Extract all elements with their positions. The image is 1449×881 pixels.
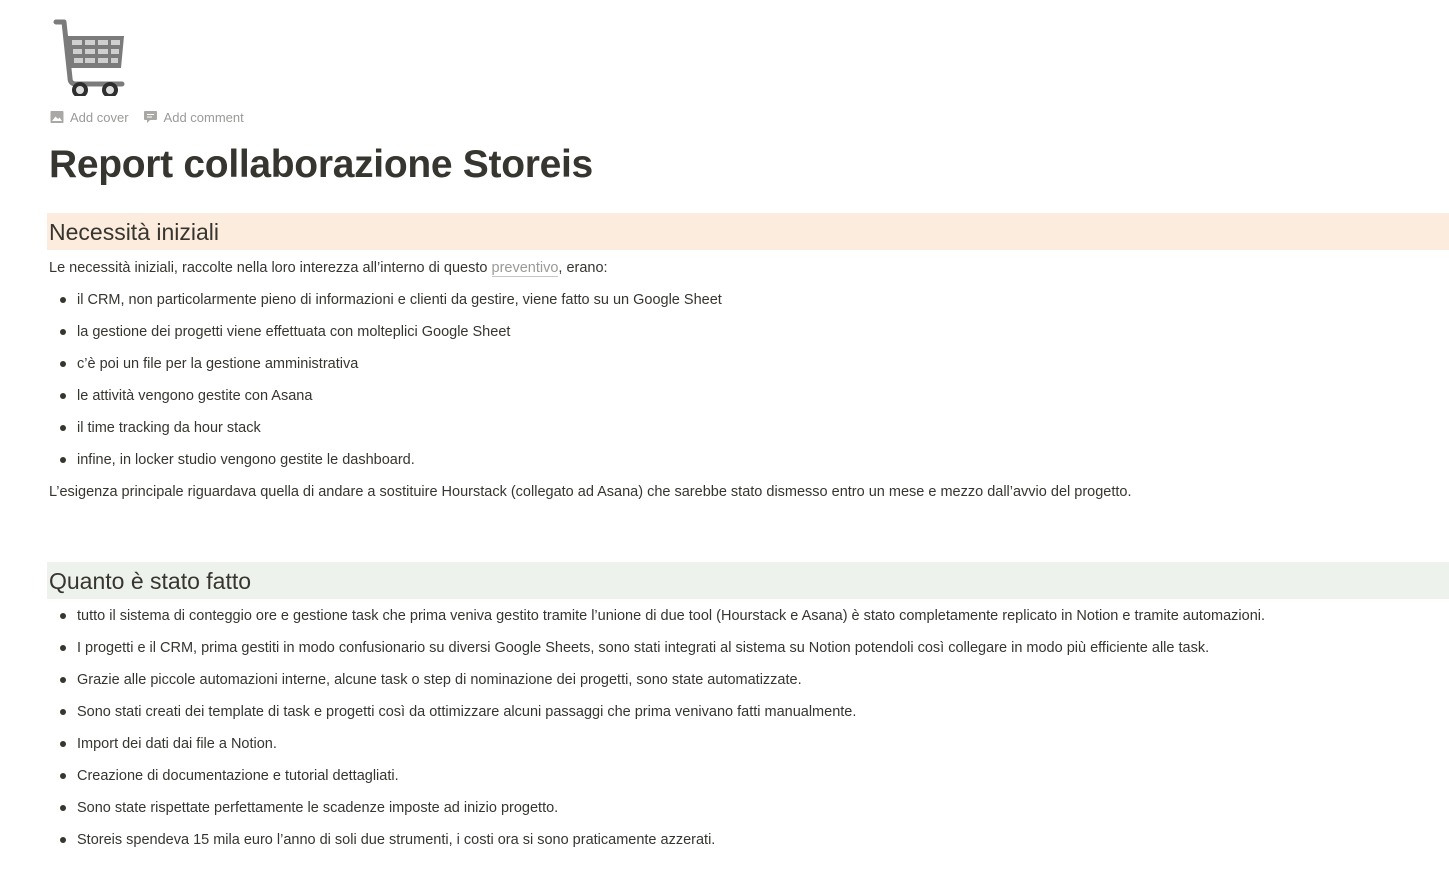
add-comment-label: Add comment <box>163 109 244 125</box>
image-icon <box>50 110 64 124</box>
list-item-text: le attività vengono gestite con Asana <box>77 388 313 404</box>
bullet-icon <box>60 393 66 399</box>
list-item-text: la gestione dei progetti viene effettuata con molteplici Google Sheet <box>77 324 511 340</box>
bullet-icon <box>60 837 66 843</box>
bullet-icon <box>60 709 66 715</box>
list-item-text: tutto il sistema di conteggio ore e gestione task che prima veniva gestito tramite l’unione di due tool (Hourstack e Asana) è stato completamente replicato in Notion e tramite automazioni. <box>77 608 1266 624</box>
bullet-icon <box>60 329 66 335</box>
achievements-list <box>49 606 1265 862</box>
add-comment-button[interactable] <box>143 108 244 126</box>
heading-quanto-e-stato-fatto[interactable]: Quanto è stato fatto <box>47 562 1449 599</box>
bullet-icon <box>60 425 66 431</box>
list-item[interactable] <box>49 418 722 450</box>
page-actions <box>50 108 244 126</box>
list-item-text: Creazione di documentazione e tutorial dettagliati. <box>77 768 399 784</box>
list-item[interactable] <box>49 830 1265 862</box>
list-item[interactable] <box>49 290 722 322</box>
list-item-text: Storeis spendeva 15 mila euro l’anno di soli due strumenti, i costi ora si sono praticamente azzerati. <box>77 832 716 848</box>
list-item[interactable] <box>49 638 1265 670</box>
initial-needs-list <box>49 290 722 482</box>
intro-text-after: , erano: <box>558 260 608 276</box>
list-item-text: c’è poi un file per la gestione amministrativa <box>77 356 359 372</box>
bullet-icon <box>60 805 66 811</box>
list-item[interactable] <box>49 606 1265 638</box>
list-item-text: I progetti e il CRM, prima gestiti in modo confusionario su diversi Google Sheets, sono stati integrati al sistema su Notion potendoli così collegare in modo più efficiente alle task. <box>77 640 1210 656</box>
bullet-icon <box>60 361 66 367</box>
comment-icon <box>143 110 158 124</box>
list-item[interactable] <box>49 766 1265 798</box>
shopping-cart-icon[interactable] <box>52 18 128 96</box>
list-item[interactable] <box>49 450 722 482</box>
list-item-text: il time tracking da hour stack <box>77 420 261 436</box>
list-item-text: Sono stati creati dei template di task e progetti così da ottimizzare alcuni passaggi che prima venivano fatti manualmente. <box>77 704 857 720</box>
intro-paragraph[interactable] <box>49 258 608 278</box>
list-item-text: infine, in locker studio vengono gestite le dashboard. <box>77 452 415 468</box>
bullet-icon <box>60 773 66 779</box>
list-item[interactable] <box>49 670 1265 702</box>
list-item[interactable] <box>49 322 722 354</box>
list-item-text: Grazie alle piccole automazioni interne, alcune task o step di nominazione dei progetti, sono state automatizzate. <box>77 672 802 688</box>
preventivo-link[interactable]: preventivo <box>491 260 559 276</box>
list-item[interactable] <box>49 386 722 418</box>
intro-text-before: Le necessità iniziali, raccolte nella loro interezza all’interno di questo <box>49 260 492 276</box>
list-item-text: Sono state rispettate perfettamente le scadenze imposte ad inizio progetto. <box>77 800 559 816</box>
bullet-icon <box>60 457 66 463</box>
bullet-icon <box>60 613 66 619</box>
list-item-text: il CRM, non particolarmente pieno di informazioni e clienti da gestire, viene fatto su un Google Sheet <box>77 292 722 308</box>
list-item[interactable] <box>49 354 722 386</box>
bullet-icon <box>60 645 66 651</box>
add-cover-label: Add cover <box>70 109 129 125</box>
page-title[interactable]: Report collaborazione Storeis <box>49 143 593 186</box>
bullet-icon <box>60 741 66 747</box>
list-item[interactable] <box>49 734 1265 766</box>
bullet-icon <box>60 677 66 683</box>
heading-necessita-iniziali[interactable]: Necessità iniziali <box>47 213 1449 250</box>
list-item[interactable] <box>49 702 1265 734</box>
list-item-text: Import dei dati dai file a Notion. <box>77 736 277 752</box>
bullet-icon <box>60 297 66 303</box>
list-item[interactable] <box>49 798 1265 830</box>
add-cover-button[interactable] <box>50 108 129 126</box>
outro-paragraph[interactable]: L’esigenza principale riguardava quella di andare a sostituire Hourstack (collegato ad Asana) che sarebbe stato dismesso entro un mese e mezzo dall’avvio del progetto. <box>49 484 1132 500</box>
